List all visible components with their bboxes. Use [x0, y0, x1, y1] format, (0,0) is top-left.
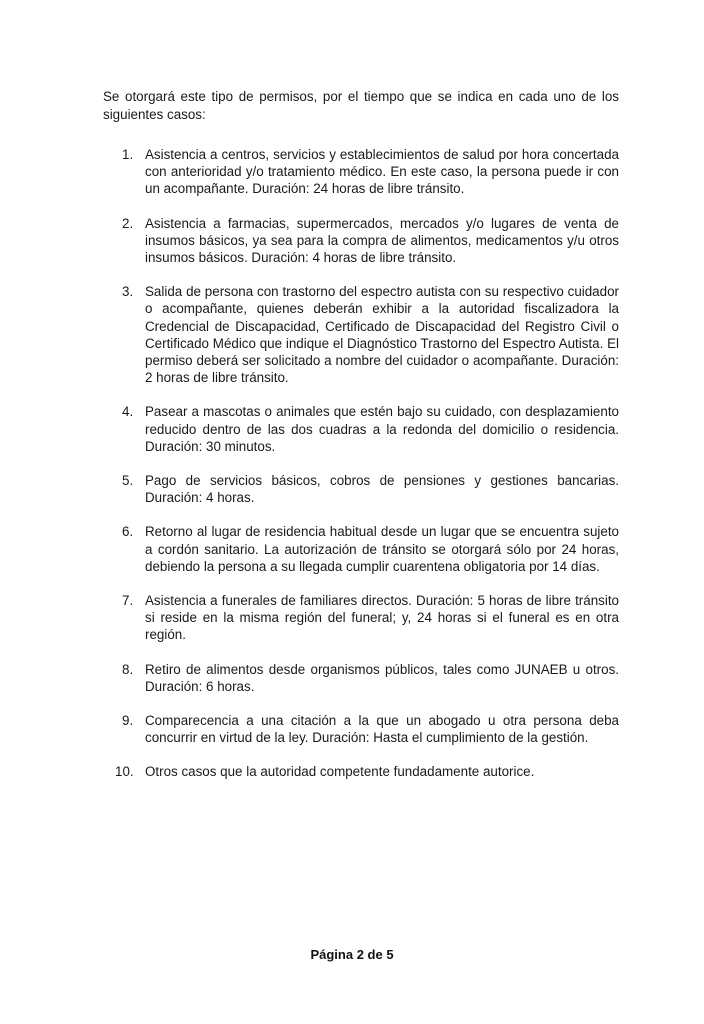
list-item-text: Otros casos que la autoridad competente fundadamente autorice. — [145, 764, 535, 780]
list-item-number: 9. — [122, 713, 134, 729]
page-number-footer: Página 2 de 5 — [310, 947, 394, 962]
list-item-number: 7. — [122, 593, 134, 609]
list-item-text: Retiro de alimentos desde organismos públicos, tales como JUNAEB u otros. Duración: 6 horas. — [145, 661, 619, 694]
list-item-number: 5. — [122, 473, 134, 489]
list-item-text: Comparecencia a una citación a la que un abogado u otra persona deba concurrir en virtud de la ley. Duración: Hasta el cumplimiento de la gestión. — [145, 713, 619, 746]
list-item — [103, 712, 619, 746]
list-item — [103, 472, 619, 506]
list-item-text: Salida de persona con trastorno del espectro autista con su respectivo cuidador o acompañante, quienes deberán exhibir a la autoridad fiscalizadora la Credencial de Discapacidad, Certificado de Discapacidad del Registro Civil o Certificado Médico que indique el Diagnóstico Trastorno del Espectro Autista. El permiso deberá ser solicitado a nombre del cuidador o acompañante. Duración: 2 horas de libre tránsito. — [145, 284, 619, 386]
list-item-text: Pago de servicios básicos, cobros de pensiones y gestiones bancarias. Duración: 4 horas. — [145, 473, 619, 506]
list-item — [103, 283, 619, 386]
list-item-number: 2. — [122, 215, 134, 231]
intro-paragraph: Se otorgará este tipo de permisos, por el tiempo que se indica en cada uno de los siguientes casos: — [103, 89, 619, 122]
list-item-number: 10. — [115, 764, 134, 780]
list-item-text: Asistencia a centros, servicios y establecimientos de salud por hora concertada con anterioridad y/o tratamiento médico. En este caso, la persona puede ir con un acompañante. Duración: 24 horas de libre tránsito. — [145, 147, 619, 197]
list-item-text: Retorno al lugar de residencia habitual desde un lugar que se encuentra sujeto a cordón sanitario. La autorización de tránsito se otorgará sólo por 24 horas, debiendo la persona a su llegada cumplir cuarentena obligatoria por 14 días. — [145, 524, 619, 574]
list-item-number: 6. — [122, 524, 134, 540]
list-item — [103, 661, 619, 695]
list-item-number: 1. — [122, 147, 134, 162]
list-item-number: 3. — [122, 284, 134, 300]
list-item — [103, 403, 619, 455]
list-item — [103, 592, 619, 644]
list-item — [103, 215, 619, 267]
list-item-text: Asistencia a funerales de familiares directos. Duración: 5 horas de libre tránsito si reside en la misma región del funeral; y, 24 horas si el funeral es en otra región. — [145, 593, 619, 643]
list-item — [103, 146, 619, 198]
list-item — [103, 763, 619, 780]
list-item-number: 8. — [122, 661, 134, 677]
permit-cases-list — [103, 146, 619, 798]
list-item-text: Pasear a mascotas o animales que estén bajo su cuidado, con desplazamiento reducido dentro de las dos cuadras a la redonda del domicilio o residencia. Duración: 30 minutos. — [145, 404, 619, 454]
list-item — [103, 523, 619, 575]
list-item-text: Asistencia a farmacias, supermercados, mercados y/o lugares de venta de insumos básicos, ya sea para la compra de alimentos, medicamentos y/u otros insumos básicos. Duración: 4 horas de libre tránsito. — [145, 215, 619, 266]
list-item-number: 4. — [122, 404, 134, 420]
